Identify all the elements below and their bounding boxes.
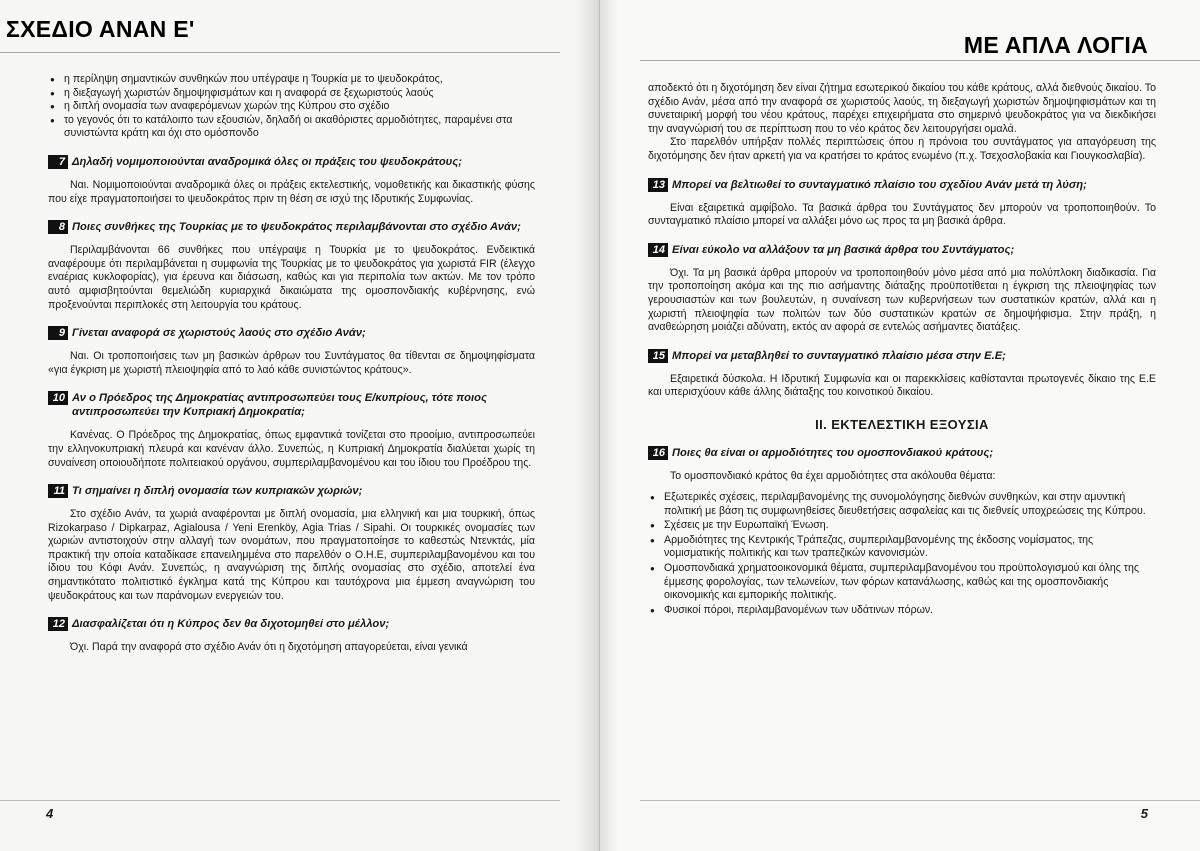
gutter-shadow [575,0,599,851]
question [48,391,535,419]
question-number-badge: 8 [48,220,68,234]
question-number-badge: 13 [648,178,668,192]
question-text: Είναι εύκολο να αλλάξουν τα μη βασικά άρθρα του Συντάγματος; [672,243,1015,256]
qa-block-8 [48,220,535,312]
header-rule [640,60,1200,61]
right-page-header: ΜΕ ΑΠΛΑ ΛΟΓΙΑ [963,32,1148,58]
question-text: Δηλαδή νομιμοποιούνται αναδρομικά όλες οι πράξεις του ψευδοκράτους; [72,155,462,168]
answer [648,267,1156,335]
qa-block-15 [648,349,1156,400]
question [48,326,535,340]
question-text: Γίνεται αναφορά σε χωριστούς λαούς στο σχέδιο Ανάν; [72,327,366,340]
question [648,243,1156,257]
answer-text: αποδεκτό ότι η διχοτόμηση δεν είναι ζήτημα εσωτερικού δικαίου του κάθε κράτους, αλλά διεθνούς δικαίου. Το σχέδιο Ανάν, μέσα από την αναφορά σε χωριστούς λαούς, τη διεξαγωγή χωριστών δημοψηφισμάτων και τη συνεταιρική μορφή του νέου κράτους, παρέχει επιχειρήματα στο σημερινό ψευδοκράτος για να διεκδικήσει την αναγνώρισή του σε περίπτωση που το νέο κράτος δεν λειτουργήσει ομαλά. [648,82,1156,135]
answer-text: Όχι. Τα μη βασικά άρθρα μπορούν να τροποποιηθούν μόνο μέσα από μια πολύπλοκη διαδικασία. Για την τροποποίηση ακόμα και της πιο ασήμαντης διάταξης προϋποτίθεται η έγκριση της πλειοψηφίας των γερουσιαστών και των βουλευτών, η συναίνεση των κυβερνήσεων των συστατικών κρατών, αλλά και η χωριστή πλειοψηφία των πολιτών των δύο συστατικών κρατών σε δημοψήφισμα. Στην πράξη, η αναθεώρηση μοιάζει αδύνατη, εκτός αν αφορά σε εντελώς ασήμαντες διατάξεις. [648,266,1156,334]
qa-block-13 [648,178,1156,229]
answer [48,244,535,312]
competences-bullet-list [648,491,1156,617]
answer [48,641,535,655]
question-number-badge: 9 [48,326,68,340]
header-rule [0,52,560,53]
question-text: Ποιες συνθήκες της Τουρκίας με το ψευδοκράτος περιλαμβάνονται στο σχέδιο Ανάν; [72,221,521,234]
continued-answer [648,82,1156,164]
question [648,178,1156,192]
page-number: 4 [46,806,54,821]
question-text: Τι σημαίνει η διπλή ονομασία των κυπριακών χωριών; [72,485,363,498]
answer [48,429,535,470]
qa-block-12 [48,617,535,655]
answer-text: Κανένας. Ο Πρόεδρος της Δημοκρατίας, όπως εμφαντικά τονίζεται στο προοίμιο, αντιπροσωπεύει την ελληνοκυπριακή πλευρά και κανέναν άλλο. Συνεπώς, η Κυπριακή Δημοκρατία διαλύεται χωρίς τη συναίνεση οποιουδήποτε πολιτειακού οργάνου, συμπεριλαμβανομένου και του ίδιου του Προέδρου της. [48,429,535,469]
section-title: ΙΙ. ΕΚΤΕΛΕΣΤΙΚΗ ΕΞΟΥΣΙΑ [815,416,989,432]
question-number-badge: 11 [48,484,68,498]
answer [48,508,535,603]
list-item: ● Αρμοδιότητες της Κεντρικής Τράπεζας, συμπεριλαμβανομένης της έκδοσης νομίσματος, της νομισματικής πολιτικής και των τραπεζικών κανονισμών. [648,534,1156,561]
answer [48,350,535,377]
question-text: Μπορεί να μεταβληθεί το συνταγματικό πλαίσιο μέσα στην Ε.Ε; [672,349,1006,362]
question-number-badge: 16 [648,446,668,460]
question-text: Διασφαλίζεται ότι η Κύπρος δεν θα διχοτομηθεί στο μέλλον; [72,618,390,631]
right-page-content [648,82,1156,618]
question-text: Ποιες θα είναι οι αρμοδιότητες του ομοσπονδιακού κράτους; [672,446,994,459]
question-number-badge: 12 [48,617,68,631]
answer [648,202,1156,229]
question-text: Μπορεί να βελτιωθεί το συνταγματικό πλαίσιο του σχεδίου Ανάν μετά τη λύση; [672,178,1087,191]
left-page-content [48,73,535,655]
footer-rule [0,800,560,801]
answer-text: Στο παρελθόν υπήρξαν πολλές περιπτώσεις όπου η πρόνοια του συντάγματος για απαγόρευση της διχοτόμησης δεν ήταν αρκετή για να κρατήσει το κράτος ενωμένο (π.χ. Τσεχοσλοβακία και Γιουγκοσλαβία). [648,136,1156,162]
right-page [600,0,1200,851]
qa-block-9 [48,326,535,377]
list-item: ● Ομοσπονδιακά χρηματοοικονομικά θέματα, συμπεριλαμβανομένου του προϋπολογισμού και όλης της έμμεσης φορολογίας, των τελωνείων, των φόρων κατανάλωσης, καθώς και της ομοσπονδιακής οικονομικής και εμπορικής πολιτικής. [648,562,1156,603]
question [648,446,1156,460]
qa-block-10 [48,391,535,470]
answer-text: Ναι. Οι τροποποιήσεις των μη βασικών άρθρων του Συντάγματος θα τίθενται σε δημοψηφίσματα «για έγκριση με χωριστή πλειοψηφία από το λαό κάθε συνιστώντος κράτους». [48,350,535,376]
answer-text: Ναι. Νομιμοποιούνται αναδρομικά όλες οι πράξεις εκτελεστικής, νομοθετικής και δικαστικής φύσης που είχε πραγματοποιήσει το ψευδοκράτος πριν τη θέση σε ισχύ της Ιδρυτικής Συμφωνίας. [48,178,535,205]
answer-text: Όχι. Παρά την αναφορά στο σχέδιο Ανάν ότι η διχοτόμηση απαγορεύεται, είναι γενικά [70,641,468,654]
question [48,617,535,631]
answer-text: Το ομοσπονδιακό κράτος θα έχει αρμοδιότητες στα ακόλουθα θέματα: [670,469,996,482]
question-number-badge: 10 [48,391,68,405]
answer-text: Στο σχέδιο Ανάν, τα χωριά αναφέρονται με διπλή ονομασία, μια ελληνική και μια τουρκική, όπως Rizokarpaso / Dipkarpaz, Agialousa / Yeni Erenköy, Agia Trias / Sipahi. Οι τουρκικές ονομασίες των χωριών αντιστοιχούν στην αλλαγή των ονομάτων, που πραγματοποίησε το καθεστώς Ντενκτάς, μία πρακτική την οποία καταδίκασε επανειλημμένα στο παρελθόν ο Ο.Η.Ε, συμπεριλαμβανομένου και του ίδιου του Κόφι Ανάν. Συνεπώς, η αναγνώριση της διπλής ονομασίας στο σχέδιο, αποτελεί ένα σημαντικότατο πολιτιστικό έγκλημα κατά της Κύπρου και ταυτόχρονα μια έμμεση αναγνώριση του ψευδοκράτους και των παράνομων ενεργειών του. [48,508,535,602]
list-item: ● η περίληψη σημαντικών συνθηκών που υπέγραψε η Τουρκία με το ψευδοκράτος, [48,73,535,87]
question [48,220,535,234]
left-page-header: ΣΧΕΔΙΟ ΑΝΑΝ Ε' [6,16,195,42]
gutter-shadow [600,0,618,851]
question-number-badge: 7 [48,155,68,169]
answer-text: Εξαιρετικά δύσκολα. Η Ιδρυτική Συμφωνία και οι παρεκκλίσεις καθίστανται πρωτογενές δίκαιο της Ε.Ε και υπερισχύουν κάθε άλλης διάταξης του κοινοτικού δικαίου. [648,372,1156,399]
list-item: ● Εξωτερικές σχέσεις, περιλαμβανομένης της συνομολόγησης διεθνών συνθηκών, και στην αμυντική πολιτική με βάση τις συμφωνηθείσες διευθετήσεις ασφαλείας και τις διεθνείς υποχρεώσεις της Κύπρου. [648,491,1156,518]
answer [648,470,1156,484]
question-number-badge: 14 [648,243,668,257]
qa-block-16 [648,446,1156,618]
footer-rule [640,800,1200,801]
qa-block-7 [48,155,535,206]
question-number-badge: 15 [648,349,668,363]
list-item: ● η διεξαγωγή χωριστών δημοψηφισμάτων και η αναφορά σε ξεχωριστούς λαούς [48,87,535,101]
question [48,155,535,169]
answer [48,179,535,206]
top-bullet-list [48,73,535,141]
page-number: 5 [1140,806,1148,821]
answer [648,373,1156,400]
question [648,349,1156,363]
qa-block-14 [648,243,1156,335]
answer-text: Είναι εξαιρετικά αμφίβολο. Τα βασικά άρθρα του Συντάγματος δεν μπορούν να τροποποιηθούν. Το συνταγματικό πλαίσιο μπορεί να αλλάξει μόνο ως προς τα μη βασικά άρθρα. [648,201,1156,228]
list-item: ● Φυσικοί πόροι, περιλαμβανομένων των υδάτινων πόρων. [648,604,1156,618]
list-item: ● το γεγονός ότι το κατάλοιπο των εξουσιών, δηλαδή οι ακαθόριστες αρμοδιότητες, παραμένει στα συνιστώντα κράτη και όχι στο ομόσπονδο [48,114,535,141]
list-item: ● η διπλή ονομασία των αναφερόμενων χωρών της Κύπρου στο σχέδιο [48,100,535,114]
answer-text: Περιλαμβάνονται 66 συνθήκες που υπέγραψε η Τουρκία με το ψευδοκράτος. Ενδεικτικά αναφέρουμε ότι περιλαμβάνεται η συμφωνία της Τουρκίας με το ψευδοκράτος για χωριστά FIR (έλεγχο εναέριας κυκλοφορίας), για έρευνα και διάσωση, καθώς και για περιπολία των ακτών. Με τον τρόπο αυτό αμφισβητούνται θεμελιώδη κυριαρχικά δικαιώματα της ομοσπονδιακής κυβέρνησης, ενώ προξενούνται περιπλοκές στη λειτουργία του κράτους. [48,244,535,311]
question [48,484,535,498]
qa-block-11 [48,484,535,603]
list-item: ● Σχέσεις με την Ευρωπαϊκή Ένωση. [648,519,1156,533]
question-text: Αν ο Πρόεδρος της Δημοκρατίας αντιπροσωπεύει τους Ε/κυπρίους, τότε ποιος αντιπροσωπεύει την Κυπριακή Δημοκρατία; [72,392,487,419]
